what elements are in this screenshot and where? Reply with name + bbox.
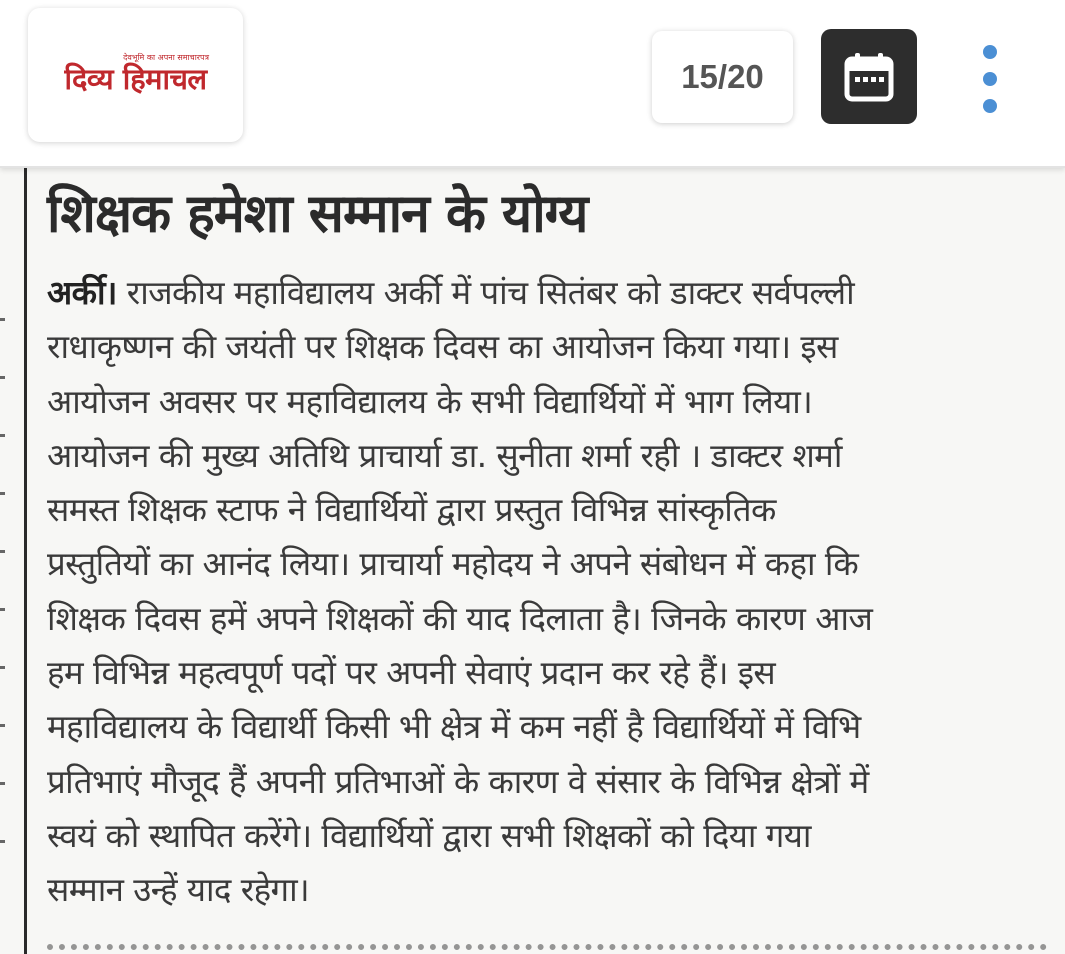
page-counter[interactable]: 15/20 bbox=[652, 31, 793, 123]
column-divider bbox=[24, 168, 27, 954]
news-article bbox=[47, 176, 1065, 918]
article-line: अर्की। राजकीय महाविद्यालय अर्की में पांच सितंबर को डाक्टर सर्वपल्ली bbox=[47, 273, 855, 312]
margin-marks bbox=[0, 318, 14, 938]
article-line: प्रस्तुतियों का आनंद लिया। प्राचार्या महोदय ने अपने संबोधन में कहा कि bbox=[47, 544, 859, 584]
more-vertical-icon bbox=[983, 45, 997, 113]
article-line: समस्त शिक्षक स्टाफ ने विद्यार्थियों द्वारा प्रस्तुत विभिन्न सांस्कृतिक bbox=[47, 490, 776, 530]
article-line: सम्मान उन्हें याद रहेगा। bbox=[47, 870, 309, 910]
next-article-cutoff bbox=[47, 944, 1047, 954]
article-line: शिक्षक दिवस हमें अपने शिक्षकों की याद दिलाता है। जिनके कारण आज bbox=[47, 598, 873, 638]
article-line: आयोजन की मुख्य अतिथि प्राचार्या डा. सुनीता शर्मा रही । डाक्टर शर्मा bbox=[47, 435, 842, 475]
article-line: महाविद्यालय के विद्यार्थी किसी भी क्षेत्र में कम नहीं है विद्यार्थियों में विभि bbox=[47, 707, 861, 747]
article-headline: शिक्षक हमेशा सम्मान के योग्य bbox=[47, 183, 588, 245]
app-header bbox=[0, 0, 1065, 168]
calendar-icon bbox=[842, 50, 896, 104]
article-line: हम विभिन्न महत्वपूर्ण पदों पर अपनी सेवाएं प्रदान कर रहे हैं। इस bbox=[47, 653, 776, 693]
logo-tagline: देवभूमि का अपना समाचारपत्र bbox=[123, 53, 209, 62]
article-line: प्रतिभाएं मौजूद हैं अपनी प्रतिभाओं के कारण वे संसार के विभिन्न क्षेत्रों में bbox=[47, 761, 869, 801]
article-line: राधाकृष्णन की जयंती पर शिक्षक दिवस का आयोजन किया गया। इस bbox=[47, 327, 838, 367]
logo-text: दिव्य हिमाचल bbox=[64, 62, 207, 96]
article-line: स्वयं को स्थापित करेंगे। विद्यार्थियों द्वारा सभी शिक्षकों को दिया गया bbox=[47, 815, 811, 855]
article-dateline: अर्की। bbox=[47, 273, 117, 312]
calendar-button[interactable] bbox=[821, 29, 917, 124]
epaper-clipping[interactable] bbox=[0, 168, 1065, 954]
newspaper-logo[interactable] bbox=[28, 8, 243, 142]
article-line: आयोजन अवसर पर महाविद्यालय के सभी विद्यार्थियों में भाग लिया। bbox=[47, 381, 813, 421]
more-options-button[interactable] bbox=[960, 45, 1020, 120]
